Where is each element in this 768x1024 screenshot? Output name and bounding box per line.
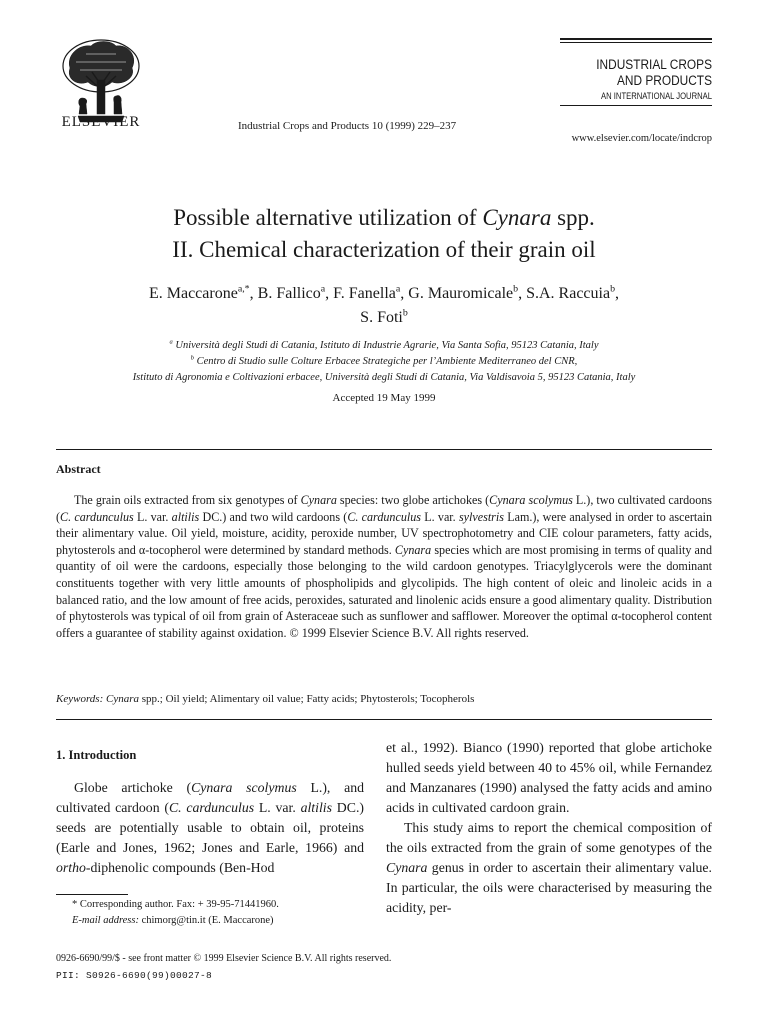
abstract-italic: altilis: [171, 509, 200, 524]
body-text: -diphenolic compounds (Ben-Hod: [85, 860, 275, 875]
abstract-text: species: two globe artichokes (: [336, 493, 490, 507]
abstract-italic: Cynara: [300, 493, 337, 507]
author-name: S. Foti: [360, 309, 403, 326]
abstract-heading: Abstract: [56, 462, 101, 476]
affiliation-a: Università degli Studi di Catania, Istituto di Industrie Agrarie, Via Santa Sofia, 95123 Catania, Italy: [175, 340, 599, 351]
title-text: spp.: [551, 205, 595, 230]
footnote-rule: [56, 894, 128, 895]
abstract-text: Lam.), were analysed in order to ascertain their alimentary value. Oil yield, moisture, acidity, peroxide number, UV spectrophotometry and CIE colour parameters, fatty acids, phytosterols and α-tocopherol were determined by standard methods.: [56, 509, 712, 557]
abstract-text: L. var.: [421, 509, 459, 524]
accepted-date: Accepted 19 May 1999: [332, 392, 436, 404]
abstract-italic: C. cardunculus: [347, 509, 421, 524]
body-paragraph: [386, 818, 712, 918]
author-mark: a,*: [237, 283, 250, 295]
author-name: E. Maccarone: [148, 285, 238, 302]
author-name: G. Mauromicale: [408, 285, 514, 302]
body-italic: Cynara scolymus: [191, 780, 297, 795]
body-text: genus in order to ascertain their alimentary value. In particular, the oils were characterised by measuring the acidity, per-: [386, 860, 712, 915]
body-text: Globe artichoke (: [74, 780, 192, 795]
masthead-rule: [560, 105, 712, 106]
abstract-text: L.), two cultivated cardoons (: [56, 493, 712, 524]
author-name: S.A. Raccuia: [526, 285, 611, 302]
author-mark: b: [402, 307, 408, 319]
body-italic: altilis: [300, 800, 333, 815]
abstract-italic: Cynara: [394, 542, 432, 557]
keywords-line: [56, 693, 712, 705]
footnote: [56, 897, 364, 929]
title-text: Possible alternative utilization of: [173, 205, 483, 230]
corresponding-author-note: * Corresponding author. Fax: + 39-95-71441960.: [72, 899, 279, 910]
title-genus: Cynara: [482, 205, 552, 230]
pii-line: PII: S0926-6690(99)00027-8: [56, 970, 213, 981]
page-footer: [56, 950, 391, 984]
abstract-text: L. var.: [133, 509, 172, 524]
abstract-text: species which are most promising in terms of quality and quantity of oil were the cardoons, especially those belonging to the wild cardoon genotypes. Triacylglycerols were the dominant constituents together with very little amounts of phospholipids and glycolipids. The high content of oleic and linoleic acids in a balanced ratio, and the low amount of free acids, peroxides, saturated and linolenic acids ensure a good alimentary quality. Distribution of phytosterols was typical of oil from grain of Asteraceae such as sunflower and safflower. Moreover the optimal α-tocopherol content offers a guarantee of stability against oxidation. © 1999 Elsevier Science B.V. All rights reserved.: [56, 542, 712, 640]
author-mark: b: [610, 283, 616, 295]
author-mark: a: [320, 283, 326, 295]
body-italic: ortho: [56, 860, 86, 875]
author-mark: b: [513, 283, 519, 295]
abstract-italic: C. cardunculus: [60, 509, 134, 524]
journal-masthead: [560, 38, 712, 108]
copyright-line: 0926-6690/99/$ - see front matter © 1999 Elsevier Science B.V. All rights reserved.: [56, 953, 392, 964]
divider: [56, 449, 712, 450]
abstract-body: [56, 492, 712, 641]
keyword-genus: Cynara: [106, 693, 140, 705]
abstract-italic: sylvestris: [458, 509, 504, 524]
body-italic: Cynara: [386, 860, 428, 875]
abstract-italic: Cynara scolymus: [489, 493, 573, 507]
body-text: This study aims to report the chemical composition of the oils extracted from the grain of some genotypes of the: [386, 820, 712, 855]
author-mark: a: [395, 283, 401, 295]
body-italic: C. cardunculus: [168, 800, 255, 815]
masthead-rule: [560, 42, 712, 43]
journal-name-line1: INDUSTRIAL CROPS: [596, 57, 712, 72]
keywords-list: spp.; Oil yield; Alimentary oil value; Fatty acids; Phytosterols; Tocopherols: [139, 693, 475, 705]
publisher-name: ELSEVIER: [61, 114, 141, 130]
affiliations: [40, 338, 728, 386]
email-address[interactable]: chimorg@tin.it (E. Maccarone): [138, 915, 274, 926]
title-line2: II. Chemical characterization of their grain oil: [172, 237, 596, 262]
body-text: L. var.: [254, 800, 301, 815]
intro-paragraph: [56, 778, 364, 878]
journal-name-line2: AND PRODUCTS: [616, 73, 712, 88]
affiliation-mark: a: [169, 338, 173, 346]
email-note: [56, 913, 364, 929]
author-list: E. Maccarone$^{a,*}$, B. Fallico$^a$, F. Fanella$^a$, G. Mauromicale$^b$, S.A. Raccuia$^b$, S. Foti$^b$: [148, 283, 620, 326]
abstract-text: DC.) and two wild cardoons (: [199, 509, 348, 524]
divider: [56, 719, 712, 720]
affiliation-mark: b: [190, 354, 194, 362]
journal-subtitle: AN INTERNATIONAL JOURNAL: [601, 91, 712, 101]
email-label: E-mail address:: [72, 915, 139, 926]
affiliation-b-cont: Istituto di Agronomia e Coltivazioni erbacee, Università degli Studi di Catania, Via Valdisavoia 5, 95123 Catania, Italy: [132, 372, 636, 383]
keywords-label: Keywords:: [56, 693, 104, 705]
author-name: B. Fallico: [257, 285, 321, 302]
abstract-text: The grain oils extracted from six genotypes of: [74, 493, 301, 507]
journal-reference: Industrial Crops and Products 10 (1999) 229–237: [238, 120, 457, 132]
intro-paragraph-cont: [386, 738, 712, 918]
journal-url[interactable]: www.elsevier.com/locate/indcrop: [571, 133, 712, 144]
author-name: F. Fanella: [333, 285, 396, 302]
affiliation-b: Centro di Studio sulle Colture Erbacee Strategiche per l’Ambiente Mediterraneo del CNR,: [196, 356, 578, 367]
body-text: DC.) seeds are potentially usable to obtain oil, proteins (Earle and Jones, 1962; Jones and Earle, 1966) and: [56, 800, 364, 855]
masthead-rule: [560, 38, 712, 40]
section-heading: 1. Introduction: [56, 748, 137, 762]
body-paragraph: et al., 1992). Bianco (1990) reported that globe artichoke hulled seeds yield between 40 to 45% oil, while Fernandez and Manzanares (1990) analysed the fatty acids and amino acids in cultivated cardoon grain.: [386, 740, 712, 815]
body-text: L.), and cultivated cardoon (: [56, 780, 365, 815]
article-title: [56, 202, 712, 266]
